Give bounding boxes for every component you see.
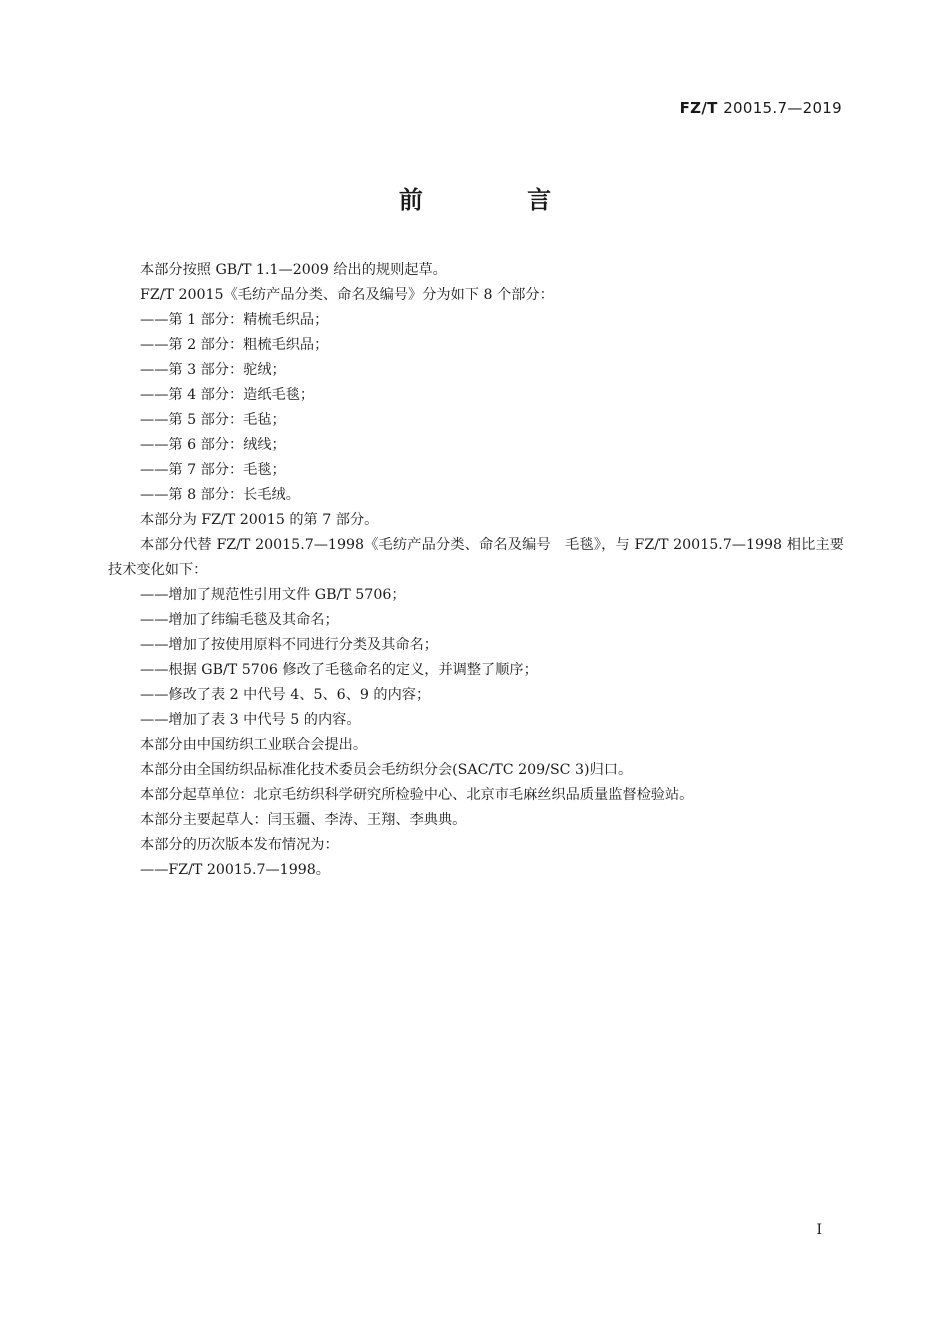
list-item-change: ——增加了按使用原料不同进行分类及其命名； [140,637,438,653]
paragraph-history-intro: 本部分的历次版本发布情况为： [140,837,339,853]
list-item-change: ——增加了纬编毛毯及其命名； [140,612,339,628]
paragraph-technical-committee: 本部分由全国纺织品标准化技术委员会毛纺织分会(SAC/TC 209/SC 3)归口。 [140,762,633,778]
standard-year-number: 20015.7—2019 [723,99,842,117]
standard-code: FZ/T [679,99,718,117]
paragraph-drafting-units: 本部分起草单位：北京毛纺织科学研究所检验中心、北京市毛麻丝织品质量监督检验站。 [140,787,694,803]
paragraph-proposer: 本部分由中国纺织工业联合会提出。 [140,737,368,753]
paragraph-drafters: 本部分主要起草人：闫玉疆、李涛、王翔、李典典。 [140,812,467,828]
list-item-change: ——修改了表 2 中代号 4、5、6、9 的内容； [140,687,431,703]
list-item-part: ——第 4 部分：造纸毛毯； [140,387,315,403]
list-item-part: ——第 7 部分：毛毯； [140,462,286,478]
list-item-change: ——增加了规范性引用文件 GB/T 5706； [140,587,406,603]
list-item-part: ——第 1 部分：精梳毛织品； [140,312,329,328]
list-item-part: ——第 8 部分：长毛绒。 [140,487,300,503]
list-item-part: ——第 2 部分：粗梳毛织品； [140,337,329,353]
paragraph-part-number: 本部分为 FZ/T 20015 的第 7 部分。 [140,512,379,528]
paragraph-replacement: 本部分代替 FZ/T 20015.7—1998《毛纺产品分类、命名及编号 毛毯》，与 FZ/T 20015.7—1998 相比主要技术变化如下： [108,537,844,578]
list-item-part: ——第 3 部分：驼绒； [140,362,286,378]
list-item-part: ——第 6 部分：绒线； [140,437,286,453]
foreword-body [108,258,844,883]
paragraph-drafting-rules: 本部分按照 GB/T 1.1—2009 给出的规则起草。 [140,262,447,278]
list-item-part: ——第 5 部分：毛毡； [140,412,286,428]
list-item-change: ——根据 GB/T 5706 修改了毛毯命名的定义，并调整了顺序； [140,662,538,678]
paragraph-parts-intro: FZ/T 20015《毛纺产品分类、命名及编号》分为如下 8 个部分： [140,287,554,303]
list-item-history: ——FZ/T 20015.7—1998。 [140,862,330,878]
standard-number [680,99,842,117]
list-item-change: ——增加了表 3 中代号 5 的内容。 [140,712,361,728]
page-title: 前 言 [398,186,600,214]
page-number: I [816,1222,822,1238]
